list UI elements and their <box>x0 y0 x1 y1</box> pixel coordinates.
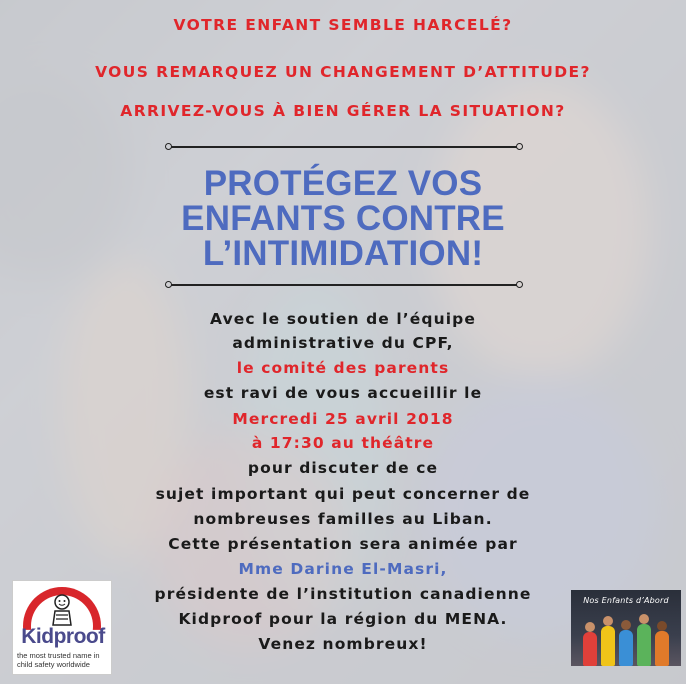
nos-enfants-dabord-logo <box>571 590 681 666</box>
child-figure-icon <box>601 626 615 666</box>
body-line-4: est ravi de vous accueillir le <box>203 384 483 402</box>
divider-top <box>165 142 523 152</box>
divider-bottom <box>165 280 523 290</box>
child-figure-icon <box>637 624 651 666</box>
kidproof-tagline <box>17 651 109 669</box>
kidproof-logo <box>12 580 112 675</box>
body-line-7: pour discuter de ce <box>247 459 439 477</box>
body-line-10: Cette présentation sera animée par <box>168 535 518 553</box>
headline-line-1: PROTÉGEZ VOS <box>203 164 483 203</box>
child-mascot-icon <box>47 593 77 627</box>
kidproof-wordmark: Kidproof <box>21 625 105 648</box>
body-line-14: Venez nombreux! <box>258 635 428 653</box>
headline-line-2: ENFANTS CONTRE <box>181 199 505 238</box>
kidproof-tagline-1: the most trusted name in <box>17 651 100 660</box>
body-line-13: Kidproof pour la région du MENA. <box>178 610 508 628</box>
body-line-1: Avec le soutien de l’équipe <box>210 310 476 328</box>
question-3: ARRIVEZ-VOUS À BIEN GÉRER LA SITUATION? <box>120 102 566 120</box>
speaker-name: Mme Darine El-Masri, <box>238 560 448 578</box>
body-line-8: sujet important qui peut concerner de <box>155 485 531 503</box>
event-date: Mercredi 25 avril 2018 <box>232 410 454 428</box>
headline-line-3: L’INTIMIDATION! <box>202 234 484 273</box>
question-2: VOUS REMARQUEZ UN CHANGEMENT D’ATTITUDE? <box>95 63 591 81</box>
child-figure-icon <box>655 631 669 666</box>
body-line-12: présidente de l’institution canadienne <box>154 585 532 603</box>
body-line-parents-committee: le comité des parents <box>236 359 450 377</box>
child-figure-icon <box>583 632 597 666</box>
kidproof-tagline-2: child safety worldwide <box>17 660 90 669</box>
body-line-9: nombreuses familles au Liban. <box>193 510 493 528</box>
child-figure-icon <box>619 630 633 666</box>
question-1: VOTRE ENFANT SEMBLE HARCELÉ? <box>173 16 513 34</box>
nos-enfants-dabord-title: Nos Enfants d’Abord <box>583 596 669 605</box>
body-line-2: administrative du CPF, <box>232 334 454 352</box>
event-time-place: à 17:30 au théâtre <box>251 434 435 452</box>
